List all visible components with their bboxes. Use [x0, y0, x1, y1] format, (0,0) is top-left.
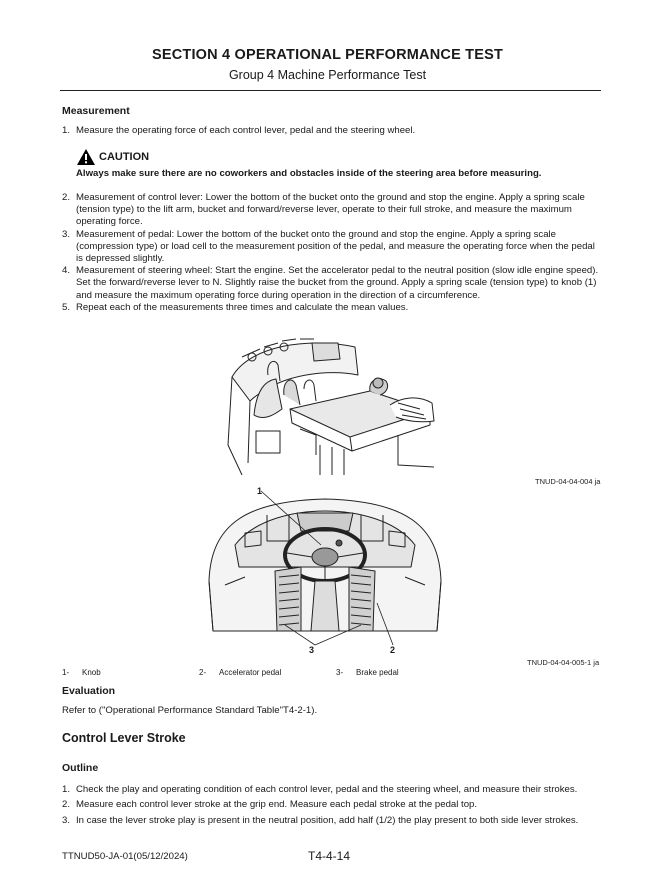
- measurement-steps: [62, 192, 602, 314]
- list-item: 2. Measurement of control lever: Lower the bottom of the bucket onto the ground and stop the engine. Apply a spring scale (tension type) to the lift arm, bucket and forward/reverse lever, operate to their full stroke, and measure the maximum operating force.: [62, 192, 585, 228]
- legend-item-accelerator: 2- Accelerator pedal: [199, 668, 282, 677]
- callout-1: 1: [257, 486, 263, 496]
- figure-1-code: TNUD-04-04-004 ja: [535, 477, 601, 486]
- measurement-heading: Measurement: [62, 105, 130, 117]
- control-lever-stroke-heading: Control Lever Stroke: [62, 731, 186, 745]
- steering-pedal-illustration: [205, 485, 445, 655]
- list-item: 2. Measure each control lever stroke at the grip end. Measure each pedal stroke at the pedal top.: [62, 799, 478, 811]
- evaluation-heading: Evaluation: [62, 685, 116, 697]
- control-lever-illustration: [220, 335, 450, 477]
- list-item: 4. Measurement of steering wheel: Start the engine. Set the accelerator pedal to the neutral position (slow idle engine speed). Set the forward/reverse lever to N. Slightly raise the bucket from the ground. Apply a spring scale (tension type) to knob (1) and measure the maximum operating force during operation in the direction of a circumference.: [62, 265, 599, 301]
- caution-text: Always make sure there are no coworkers and obstacles inside of the steering area before measuring.: [76, 168, 542, 179]
- list-item: 1. Check the play and operating condition of each control lever, pedal and the steering wheel, and measure their strokes.: [62, 784, 578, 795]
- warning-icon: [76, 148, 96, 166]
- group-subtitle: Group 4 Machine Performance Test: [228, 68, 427, 82]
- list-item: 5. Repeat each of the measurements three times and calculate the mean values.: [62, 301, 409, 313]
- callout-2: 2: [390, 645, 396, 655]
- header-rule: [60, 90, 601, 91]
- list-item: 3. Measurement of pedal: Lower the bottom of the bucket onto the ground and stop the engine. Apply a spring scale (compression type) or load cell to the measurement position of the pedal, and measure the operating force when the pedal is depressed slightly.: [62, 228, 595, 265]
- caution-box: [76, 148, 149, 166]
- callout-3: 3: [309, 645, 315, 655]
- footer-page-number: T4-4-14: [308, 849, 351, 863]
- section-title: SECTION 4 OPERATIONAL PERFORMANCE TEST: [151, 47, 504, 63]
- list-item: 1. Measure the operating force of each control lever, pedal and the steering wheel.: [62, 125, 416, 136]
- outline-steps: [62, 782, 602, 828]
- legend-item-knob: 1- Knob: [62, 668, 101, 677]
- footer-doc-code: TTNUD50-JA-01(05/12/2024): [62, 851, 188, 862]
- caution-label: CAUTION: [99, 151, 150, 163]
- legend-item-brake: 3- Brake pedal: [336, 668, 399, 677]
- outline-heading: Outline: [62, 762, 99, 774]
- evaluation-text: Refer to ("Operational Performance Standard Table"T4-2-1).: [62, 705, 318, 716]
- figure-2-code: TNUD-04-04-005-1 ja: [527, 658, 600, 667]
- measurement-step-1: [62, 125, 602, 137]
- list-item: 3. In case the lever stroke play is present in the neutral position, add half (1/2) the play present to both side lever strokes.: [62, 814, 579, 826]
